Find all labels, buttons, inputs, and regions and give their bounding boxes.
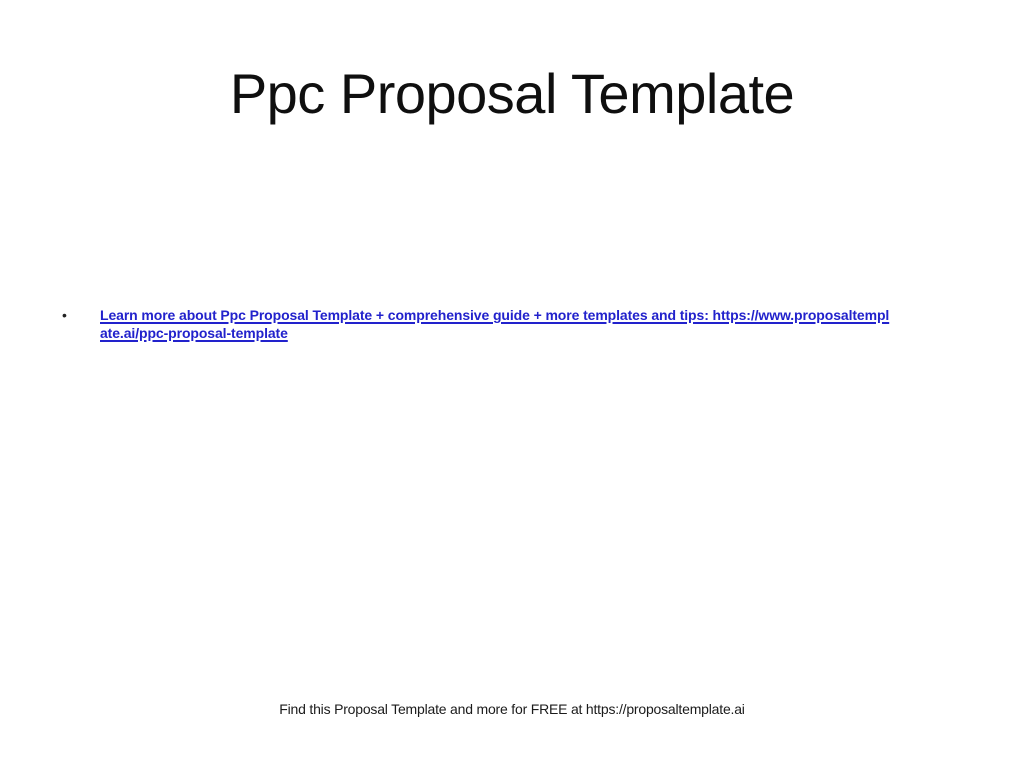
footer-note: Find this Proposal Template and more for FREE at https://proposaltemplate.ai bbox=[279, 701, 745, 717]
proposal-template-link[interactable] bbox=[100, 306, 962, 342]
link-line-2: ate.ai/ppc-proposal-template bbox=[100, 325, 288, 341]
slide-title: Ppc Proposal Template bbox=[229, 62, 795, 125]
bullet-marker: • bbox=[62, 307, 67, 323]
bullet-item bbox=[62, 306, 962, 342]
link-line-1: Learn more about Ppc Proposal Template + comprehensive guide + more templates and tips: https://www.proposaltempl bbox=[100, 307, 890, 323]
